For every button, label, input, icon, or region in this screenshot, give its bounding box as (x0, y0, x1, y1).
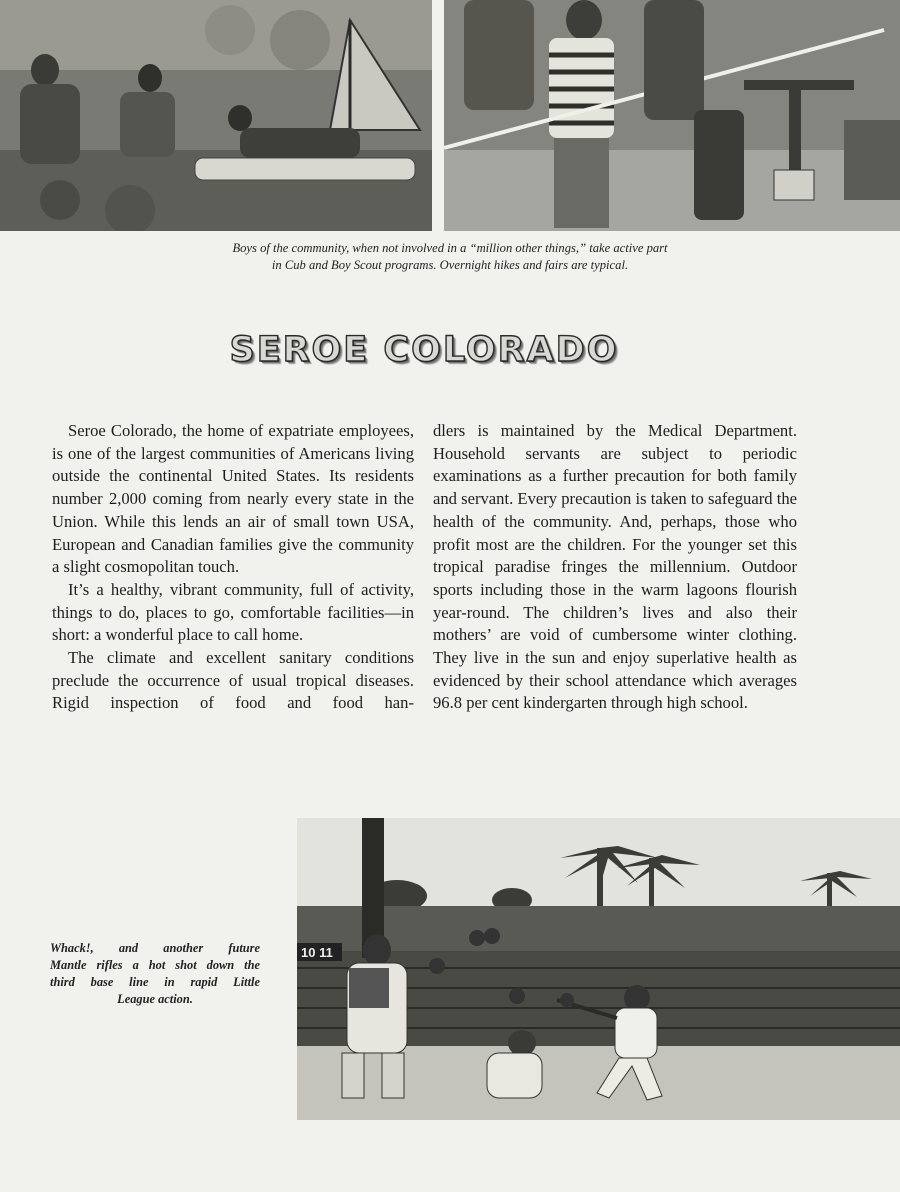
body-paragraph: It’s a healthy, vibrant community, full of activity, things to do, places to go, comfortable facilities—in short: a wonderful place to call home. (52, 579, 414, 645)
scouts-campsite-photo (0, 0, 432, 231)
caption-line: Whack!, and another future (50, 941, 260, 955)
scoreboard-numbers: 10 11 (301, 945, 333, 960)
caption-line: Mantle rifles a hot shot down the (50, 958, 260, 972)
scouts-photo-caption (100, 240, 800, 274)
scouts-fair-photo (444, 0, 900, 231)
body-paragraph-start: The climate and excellent sanitary conditions preclude the occurrence of usual tropical diseases. Rigid inspection of food and food han- (52, 648, 414, 713)
caption-line: in Cub and Boy Scout programs. Overnight hikes and fairs are typical. (271, 258, 629, 272)
body-column-right (433, 420, 797, 715)
body-paragraph-continued: dlers is maintained by the Medical Department. Household servants are subject to periodic examinations as a further precaution for both family and servant. Every precaution is taken to safeguard the health of the community. And, perhaps, those who profit most are the children. For the younger set this tropical paradise fringes the millennium. Outdoor sports including those in the warm lagoons flourish year-round. The children’s lives and also their mothers’ are void of cumbersome winter clothing. They live in the sun and enjoy superlative health as evidenced by their school attendance which averages 96.8 per cent kindergarten through high school. (433, 421, 797, 713)
baseball-photo-caption (50, 940, 260, 1008)
caption-line: League action. (117, 992, 193, 1006)
caption-line: Boys of the community, when not involved in a “million other things,” take active part (232, 241, 668, 255)
caption-line: third base line in rapid Little (50, 975, 260, 989)
body-paragraph: Seroe Colorado, the home of expatriate employees, is one of the largest communities of Americans living outside the continental United States. Its residents number 2,000 coming from nearly every state in the Union. While this lends an air of small town USA, European and Canadian families give the community a slight cosmopolitan touch. (52, 421, 414, 577)
body-column-left (52, 420, 414, 715)
little-league-photo (297, 818, 900, 1120)
page-title: SEROE COLORADO (229, 330, 619, 370)
